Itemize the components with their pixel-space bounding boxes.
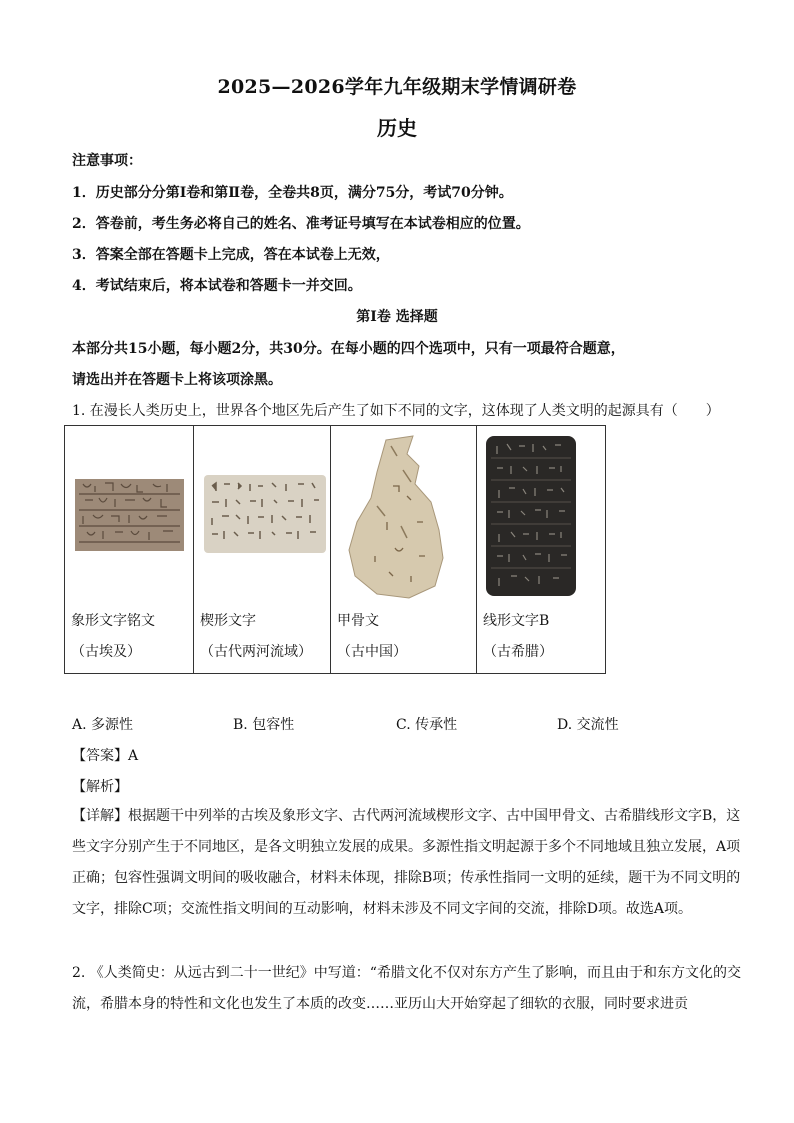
- question-2-stem: 2. 《人类简史：从远古到二十一世纪》中写道：“希腊文化不仅对东方产生了影响，而且由于和东方文化的交流，希腊本身的特性和文化也发生了本质的改变……亚历山大开始穿起了细软的衣服，同时要求进贡: [72, 965, 741, 1012]
- answer-line: 【答案】A: [72, 748, 139, 764]
- detail-paragraph: 【详解】根据题干中列举的古埃及象形文字、古代两河流域楔形文字、古中国甲骨文、古希腊线形文字B，这些文字分别产生于不同地区，是各文明独立发展的成果。多源性指文明起源于多个不同地域且独立发展，A项正确；包容性强调文明间的吸收融合，材料未体现，排除B项；传承性指同一文明的延续，题干为不同文明的文字，排除C项；交流性指文明间的互动影响，材料未涉及不同文字间的交流，排除D项。故选A项。: [72, 808, 741, 917]
- option-b: B. 包容性: [233, 717, 295, 733]
- script-name: 象形文字铭文: [71, 613, 155, 629]
- script-origin: （古埃及）: [71, 644, 141, 660]
- script-name: 楔形文字: [200, 613, 256, 629]
- notice-item: 1．历史部分分第Ⅰ卷和第Ⅱ卷，全卷共8页，满分75分，考试70分钟。: [72, 185, 513, 201]
- script-origin: （古中国）: [337, 644, 407, 660]
- table-cell: [65, 426, 194, 674]
- script-name: 甲骨文: [337, 613, 379, 629]
- notice-heading: 注意事项：: [72, 153, 142, 169]
- oracle-bone-picture: [331, 426, 476, 602]
- question-1-stem: 1. 在漫长人类历史上，世界各个地区先后产生了如下不同的文字，这体现了人类文明的起源具有（ ）: [72, 403, 720, 419]
- analysis-heading: 【解析】: [72, 779, 128, 795]
- notice-item: 4．考试结束后，将本试卷和答题卡一并交回。: [72, 278, 362, 294]
- script-origin: （古代两河流域）: [200, 644, 312, 660]
- exam-title: 2025—2026学年九年级期末学情调研卷: [217, 76, 577, 98]
- linear-b-image: [477, 426, 605, 602]
- table-cell: [331, 426, 477, 674]
- section-title: 第Ⅰ卷 选择题: [356, 309, 438, 325]
- notice-item: 2．答卷前，考生务必将自己的姓名、准考证号填写在本试卷相应的位置。: [72, 216, 530, 232]
- option-d: D. 交流性: [557, 717, 619, 733]
- script-comparison-table: [64, 425, 606, 674]
- table-cell: [477, 426, 606, 674]
- linear-b-tablet-picture: [477, 426, 605, 602]
- script-origin: （古希腊）: [483, 644, 553, 660]
- hieroglyph-image: [65, 426, 193, 602]
- hieroglyph-relief-picture: [65, 426, 193, 602]
- option-a: A. 多源性: [72, 717, 134, 733]
- table-cell: [194, 426, 331, 674]
- option-c: C. 传承性: [396, 717, 458, 733]
- notice-item: 3．答案全部在答题卡上完成，答在本试卷上无效，: [72, 247, 390, 263]
- subject-title: 历史: [377, 116, 417, 140]
- section-instruction: 请选出并在答题卡上将该项涂黑。: [72, 372, 282, 388]
- cuneiform-tablet-picture: [194, 426, 330, 602]
- section-instruction: 本部分共15小题，每小题2分，共30分。在每小题的四个选项中，只有一项最符合题意，: [72, 341, 625, 357]
- oracle-bone-image: [331, 426, 476, 602]
- script-name: 线形文字B: [483, 613, 550, 629]
- cuneiform-image: [194, 426, 330, 602]
